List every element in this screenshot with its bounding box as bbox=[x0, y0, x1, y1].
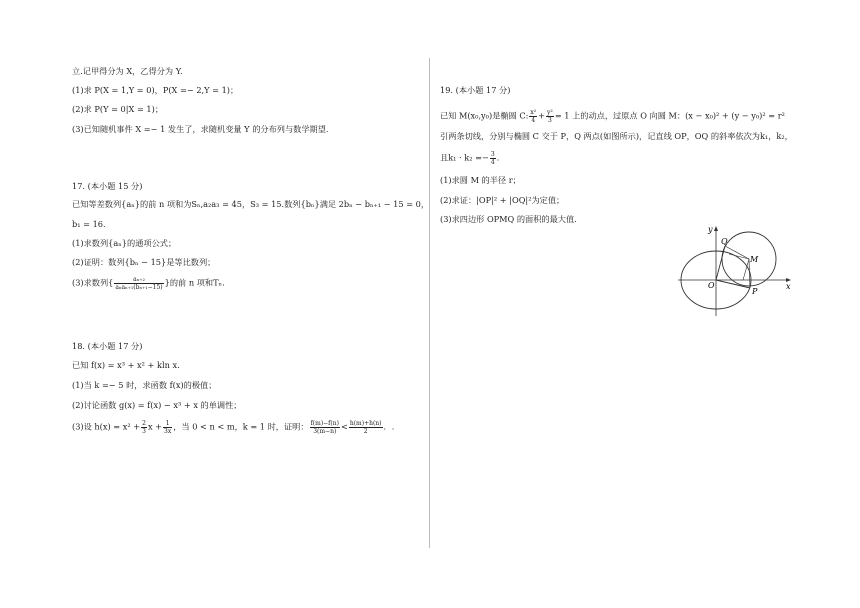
problem19-statement-2: 引两条切线，分别与椭圆 C 交于 P，Q 两点(如图所示)，记直线 OP，OQ 的斜率依次为k₁，k₂， bbox=[440, 131, 793, 141]
q3-suffix: }的前 n 项和Tₙ. bbox=[164, 277, 225, 288]
fraction-denominator: 2 bbox=[363, 428, 368, 435]
problem16-intro: 立.记甲得分为 X，乙得分为 Y. bbox=[72, 66, 183, 76]
fraction-denominator: 4 bbox=[490, 159, 495, 166]
fraction-denominator: 4 bbox=[531, 117, 536, 124]
problem19-q2: (2)求证：|OP|² + |OQ|²为定值； bbox=[440, 195, 565, 205]
problem18-statement: 已知 f(x) = x³ + x² + kln x. bbox=[72, 360, 180, 370]
fraction-numerator: h(m)+h(n) bbox=[349, 420, 382, 427]
problem18-header: 18. (本小题 17 分) bbox=[72, 341, 143, 351]
y-axis-arrow bbox=[714, 226, 718, 231]
problem18-q1: (1)当 k =− 5 时，求函数 f(x)的极值； bbox=[72, 380, 217, 390]
fraction-denominator: 3(m−n) bbox=[313, 428, 337, 435]
problem17-header: 17. (本小题 15 分) bbox=[72, 181, 143, 191]
fraction bbox=[349, 420, 383, 435]
label-q: Q bbox=[721, 237, 728, 246]
fraction bbox=[114, 276, 163, 291]
fraction bbox=[141, 420, 147, 435]
problem16-q3: (3)已知随机事件 X =− 1 发生了，求随机变量 Y 的分布列与数学期望. bbox=[72, 124, 329, 134]
problem19-q3: (3)求四边形 OPMQ 的面积的最大值. bbox=[440, 214, 577, 224]
fraction-numerator: 2 bbox=[142, 420, 146, 427]
problem17-statement-2: b₁ = 16． bbox=[72, 219, 112, 229]
fraction-numerator: y² bbox=[547, 109, 553, 116]
statement-part: 且k₁ · k₂ =− bbox=[440, 152, 489, 163]
fraction bbox=[310, 420, 340, 435]
fraction-numerator: f(m)−f(n) bbox=[310, 420, 339, 427]
fraction bbox=[490, 151, 496, 166]
problem19-statement-1 bbox=[440, 109, 785, 124]
fraction bbox=[546, 109, 554, 124]
q3-part: x + bbox=[147, 421, 163, 432]
fraction-numerator: 1 bbox=[163, 420, 172, 428]
fraction-numerator: aₙ₊₂ bbox=[114, 276, 163, 284]
label-o: O bbox=[708, 281, 715, 290]
problem17-q3 bbox=[72, 276, 225, 291]
fraction-numerator: 3 bbox=[490, 151, 495, 158]
label-p: P bbox=[752, 287, 758, 296]
problem16-q2: (2)求 P(Y = 0|X = 1)； bbox=[72, 104, 164, 114]
statement-part: + bbox=[538, 110, 546, 121]
fraction-denominator: aₙaₙ₊₁(bₙ₊₁−15) bbox=[115, 284, 163, 291]
q3-part: ．. bbox=[383, 421, 395, 432]
problem17-q2: (2)证明：数列{bₙ − 15}是等比数列； bbox=[72, 257, 216, 267]
fraction-denominator: 3 bbox=[142, 428, 146, 435]
label-x: x bbox=[786, 282, 791, 291]
label-y: y bbox=[708, 225, 713, 234]
problem19-q1: (1)求圆 M 的半径 r； bbox=[440, 175, 521, 185]
statement-part: . bbox=[496, 152, 500, 163]
q3-part: ，当 0 < n < m，k = 1 时，证明： bbox=[173, 421, 309, 432]
fraction-denominator: 3 bbox=[548, 117, 552, 124]
problem19-statement-3 bbox=[440, 151, 499, 166]
problem19-header: 19. (本小题 17 分) bbox=[440, 85, 511, 95]
q3-prefix: (3)求数列{ bbox=[72, 277, 114, 288]
label-m: M bbox=[750, 255, 759, 264]
column-divider bbox=[429, 58, 430, 548]
problem17-statement-1: 已知等差数列{aₙ}的前 n 项和为Sₙ,a₂a₃ = 45，S₃ = 15.数列{bₙ}满足 2bₙ − bₙ₊₁ − 15 = 0， bbox=[72, 199, 430, 209]
fraction-numerator: x² bbox=[530, 109, 537, 116]
fraction bbox=[529, 109, 537, 124]
q3-part: (3)设 h(x) = x² + bbox=[72, 421, 141, 432]
problem18-q2: (2)讨论函数 g(x) = f(x) − x³ + x 的单调性； bbox=[72, 400, 242, 410]
statement-part: 已知 M(x₀,y₀)是椭圆 C: bbox=[440, 110, 529, 121]
fraction bbox=[163, 420, 172, 435]
statement-part: = 1 上的动点，过原点 O 向圆 M：(x − x₀)² + (y − y₀)² = r² bbox=[554, 110, 785, 121]
problem18-q3 bbox=[72, 420, 394, 435]
problem17-q1: (1)求数列{aₙ}的通项公式； bbox=[72, 238, 177, 248]
q3-part: < bbox=[340, 421, 348, 432]
ellipse-circle-figure bbox=[676, 222, 796, 318]
fraction-denominator: 3x bbox=[164, 428, 172, 435]
problem16-q1: (1)求 P(X = 1,Y = 0)，P(X =− 2,Y = 1)； bbox=[72, 85, 239, 95]
